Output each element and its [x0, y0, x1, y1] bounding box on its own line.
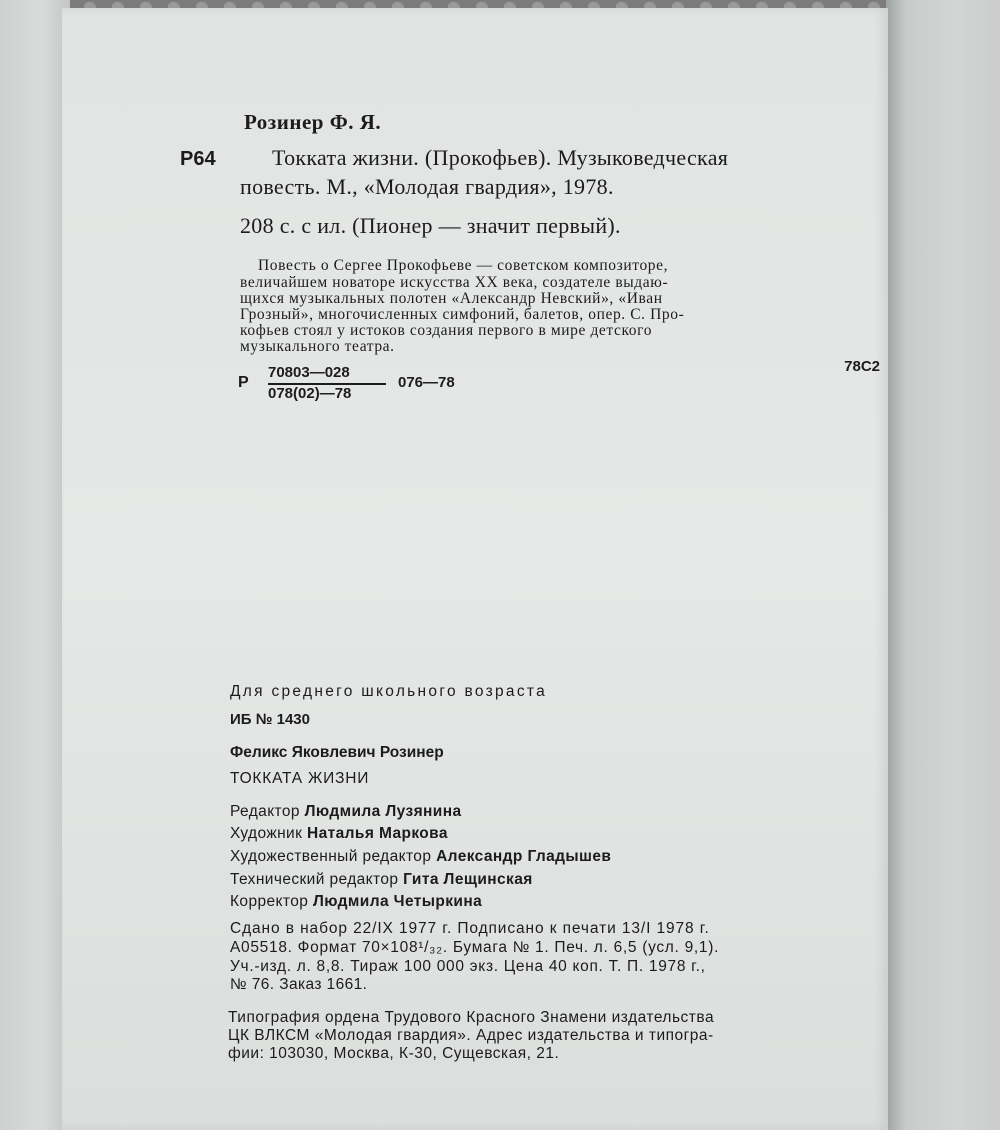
title-line-1: Токката жизни. (Прокофьев). Музыковедческая [272, 145, 729, 170]
staff-name: Людмила Лузянина [304, 803, 462, 820]
print-details-line: Уч.-изд. л. 8,8. Тираж 100 000 экз. Цена 40 коп. Т. П. 1978 г., [230, 958, 706, 975]
bbk-code: 78С2 [844, 358, 880, 375]
annotation-line: музыкального театра. [240, 338, 395, 355]
annotation-line: Повесть о Сергее Прокофьеве — советском композиторе, [258, 257, 669, 274]
staff-name: Александр Гладышев [436, 848, 612, 865]
printer-line: ЦК ВЛКСМ «Молодая гвардия». Адрес издательства и типогра- [228, 1027, 714, 1044]
title-line-2: повесть. М., «Молодая гвардия», 1978. [240, 174, 614, 199]
staff-name: Гита Лещинская [403, 871, 533, 888]
audience-line: Для среднего школьного возраста [230, 683, 548, 700]
annotation-line: кофьев стоял у истоков создания первого в мире детского [240, 322, 653, 339]
staff-line [230, 803, 462, 821]
staff-role: Технический редактор [230, 871, 399, 888]
print-details-line: № 76. Заказ 1661. [230, 976, 368, 993]
staff-line [230, 848, 611, 866]
annotation-line: величайшем новаторе искусства XX века, создателе выдаю- [240, 274, 669, 291]
ib-number: ИБ № 1430 [230, 711, 310, 728]
index-denominator: 078(02)—78 [268, 385, 352, 402]
index-suffix: 076—78 [398, 374, 455, 391]
cover-edge [0, 0, 70, 1130]
index-numerator: 70803—028 [268, 364, 350, 381]
facing-page [886, 0, 1000, 1130]
staff-line [230, 893, 482, 911]
staff-line [230, 825, 448, 843]
staff-name: Наталья Маркова [307, 825, 448, 842]
staff-name: Людмила Четыркина [312, 893, 483, 910]
pages-line: 208 с. с ил. (Пионер — значит первый). [240, 213, 621, 238]
title-caps: ТОККАТА ЖИЗНИ [230, 770, 370, 787]
annotation-line: Грозный», многочисленных симфоний, балетов, опер. С. Про- [240, 306, 685, 323]
printer-line: Типография ордена Трудового Красного Знамени издательства [228, 1009, 715, 1026]
staff-role: Художник [230, 825, 303, 842]
print-details-line: Сдано в набор 22/IX 1977 г. Подписано к печати 13/I 1978 г. [230, 920, 710, 937]
annotation-line: щихся музыкальных полотен «Александр Невский», «Иван [240, 290, 663, 307]
staff-role: Редактор [230, 803, 300, 820]
staff-role: Корректор [230, 893, 309, 910]
index-prefix: Р [238, 374, 249, 391]
staff-line [230, 871, 533, 889]
staff-role: Художественный редактор [230, 848, 432, 865]
print-details-line: А05518. Формат 70×108¹/₃₂. Бумага № 1. Печ. л. 6,5 (усл. 9,1). [230, 939, 720, 956]
author-heading: Розинер Ф. Я. [244, 110, 382, 134]
printer-line: фии: 103030, Москва, К-30, Сущевская, 21. [228, 1045, 560, 1062]
author-full-name: Феликс Яковлевич Розинер [230, 744, 444, 761]
class-code: Р64 [180, 148, 216, 170]
